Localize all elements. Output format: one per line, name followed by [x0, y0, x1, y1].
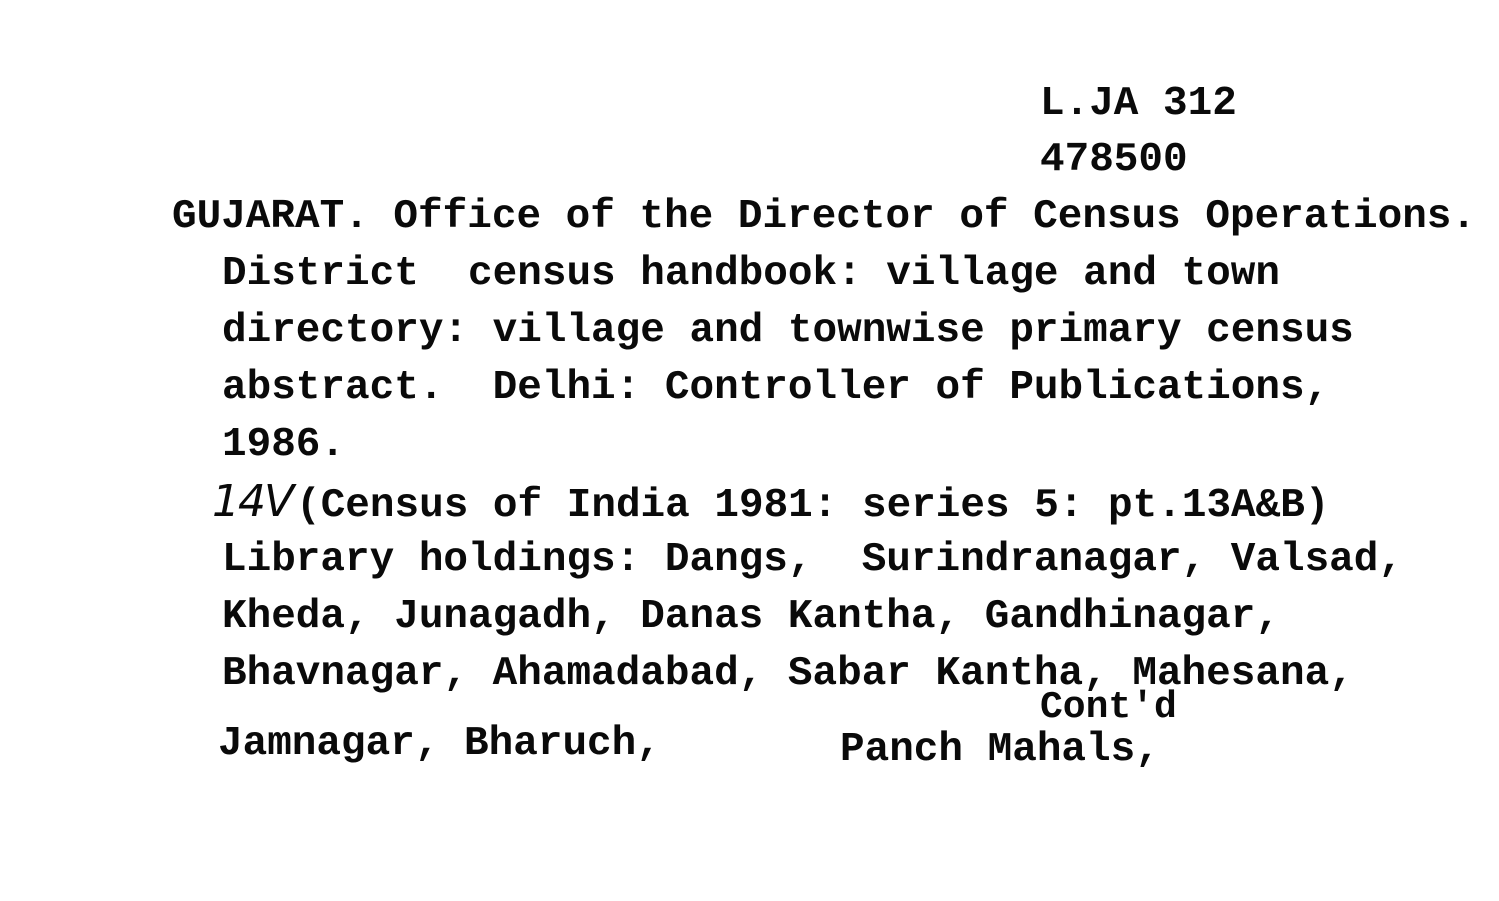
title-line-3: abstract. Delhi: Controller of Publications, — [222, 365, 1330, 411]
continued-note: Cont'd — [1040, 686, 1177, 729]
call-number-line-2: 478500 — [1040, 137, 1188, 183]
title-line-4: 1986. — [222, 422, 346, 468]
title-line-1: District census handbook: village and town — [222, 251, 1280, 297]
holdings-line-4-right: Panch Mahals, — [840, 727, 1160, 773]
holdings-line-2: Kheda, Junagadh, Danas Kantha, Gandhinagar, — [222, 594, 1280, 640]
title-line-2: directory: village and townwise primary census — [222, 308, 1354, 354]
handwritten-volume-note: 14V — [212, 476, 293, 527]
call-number-line-1: L.JA 312 — [1040, 81, 1237, 127]
series-note: (Census of India 1981: series 5: pt.13A&B) — [296, 483, 1330, 529]
holdings-line-3: Bhavnagar, Ahamadabad, Sabar Kantha, Mahesana, — [222, 651, 1354, 697]
main-heading: GUJARAT. Office of the Director of Census Operations. — [172, 194, 1477, 240]
series-line — [212, 478, 1329, 530]
holdings-line-1: Library holdings: Dangs, Surindranagar, Valsad, — [222, 537, 1403, 583]
holdings-line-4-left: Jamnagar, Bharuch, — [218, 721, 661, 767]
